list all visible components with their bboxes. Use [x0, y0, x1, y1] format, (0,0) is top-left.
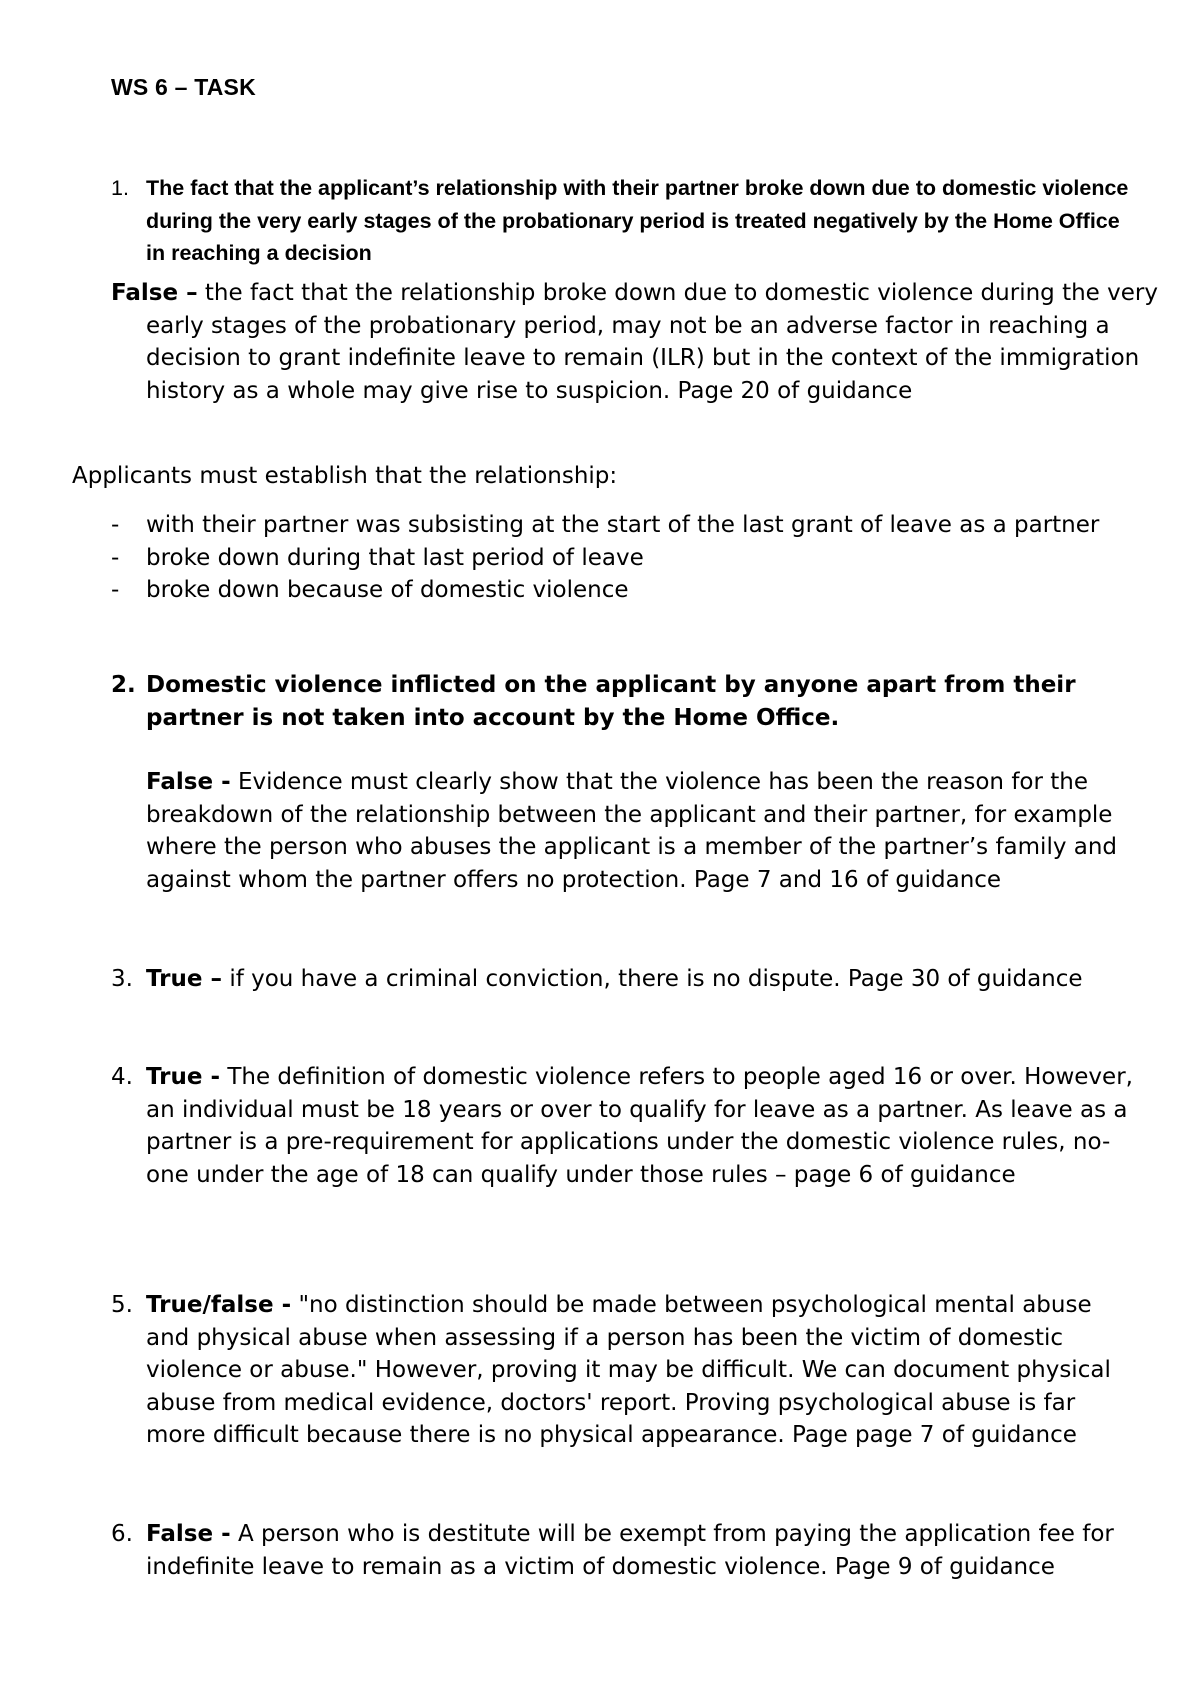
- bullet-marker: -: [111, 544, 120, 571]
- item-number: 5.: [111, 1292, 133, 1318]
- item-text: The definition of domestic violence refers to people aged 16 or over. However, an individual must be 18 years or over to qualify for leave as a partner. As leave as a partner is a pre-requirement for applications under the domestic violence rules, no- one under the age of 18 can qualify under those rules – page 6 of guidance: [146, 1064, 1133, 1188]
- list-item: [111, 542, 1131, 575]
- item-label: True –: [146, 966, 222, 992]
- item-text: if you have a criminal conviction, there is no dispute. Page 30 of guidance: [229, 966, 1083, 992]
- answer-1-text: the fact that the relationship broke down due to domestic violence during the very early stages of the probationary period, may not be an adverse factor in reaching a decision to grant indefinite leave to remain (ILR) but in the context of the immigration history as a whole may give rise to suspicion. Page 20 of guidance: [146, 280, 1158, 404]
- establish-intro: Applicants must establish that the relationship:: [72, 463, 618, 489]
- answer-1-label: False –: [111, 280, 198, 306]
- bullet-marker: -: [111, 512, 120, 538]
- item-text: "no distinction should be made between psychological mental abuse and physical abuse when assessing if a person has been the victim of domestic violence or abuse." However, proving it may be difficult. We can document physical abuse from medical evidence, doctors' report. Proving psychological abuse is far more difficult because there is no physical appearance. Page page 7 of guidance: [146, 1292, 1111, 1449]
- establish-list: [111, 509, 1131, 607]
- list-item-text: with their partner was subsisting at the start of the last grant of leave as a partner: [146, 512, 1100, 538]
- answer-item-5: [111, 1289, 1141, 1452]
- question-2-text: Domestic violence inflicted on the applicant by anyone apart from their partner is not taken into account by the Home Office.: [146, 672, 1076, 731]
- item-label: True -: [146, 1064, 221, 1090]
- answer-2: [146, 766, 1141, 896]
- answer-1: [111, 277, 1176, 407]
- page-title: WS 6 – TASK: [111, 74, 256, 100]
- item-number: 3.: [111, 966, 133, 992]
- question-1-number: 1.: [111, 176, 129, 200]
- list-item-text: broke down during that last period of leave: [146, 544, 644, 571]
- question-1-text: The fact that the applicant’s relationship with their partner broke down due to domestic violence during the very early stages of the probationary period is treated negatively by the Home Office in reaching a decision: [146, 176, 1129, 265]
- item-label: False -: [146, 1521, 231, 1547]
- answer-item-3: [111, 963, 1141, 996]
- list-item: [111, 509, 1131, 542]
- question-1: [111, 172, 1131, 270]
- question-2-number: 2.: [111, 672, 136, 698]
- question-2: [111, 669, 1141, 734]
- list-item-text: broke down because of domestic violence: [146, 577, 629, 604]
- answer-2-text: Evidence must clearly show that the violence has been the reason for the breakdown of the relationship between the applicant and their partner, for example where the person who abuses the applicant is a member of the partner’s family and against whom the partner offers no protection. Page 7 and 16 of guidance: [146, 769, 1118, 893]
- answer-item-4: [111, 1061, 1141, 1191]
- list-item: [111, 574, 1131, 607]
- bullet-marker: -: [111, 577, 120, 604]
- answer-item-6: [111, 1518, 1141, 1583]
- item-text: A person who is destitute will be exempt from paying the application fee for indefinite leave to remain as a victim of domestic violence. Page 9 of guidance: [146, 1521, 1114, 1580]
- answer-2-label: False -: [146, 769, 231, 795]
- item-label: True/false -: [146, 1292, 292, 1318]
- item-number: 6.: [111, 1521, 133, 1547]
- item-number: 4.: [111, 1064, 133, 1090]
